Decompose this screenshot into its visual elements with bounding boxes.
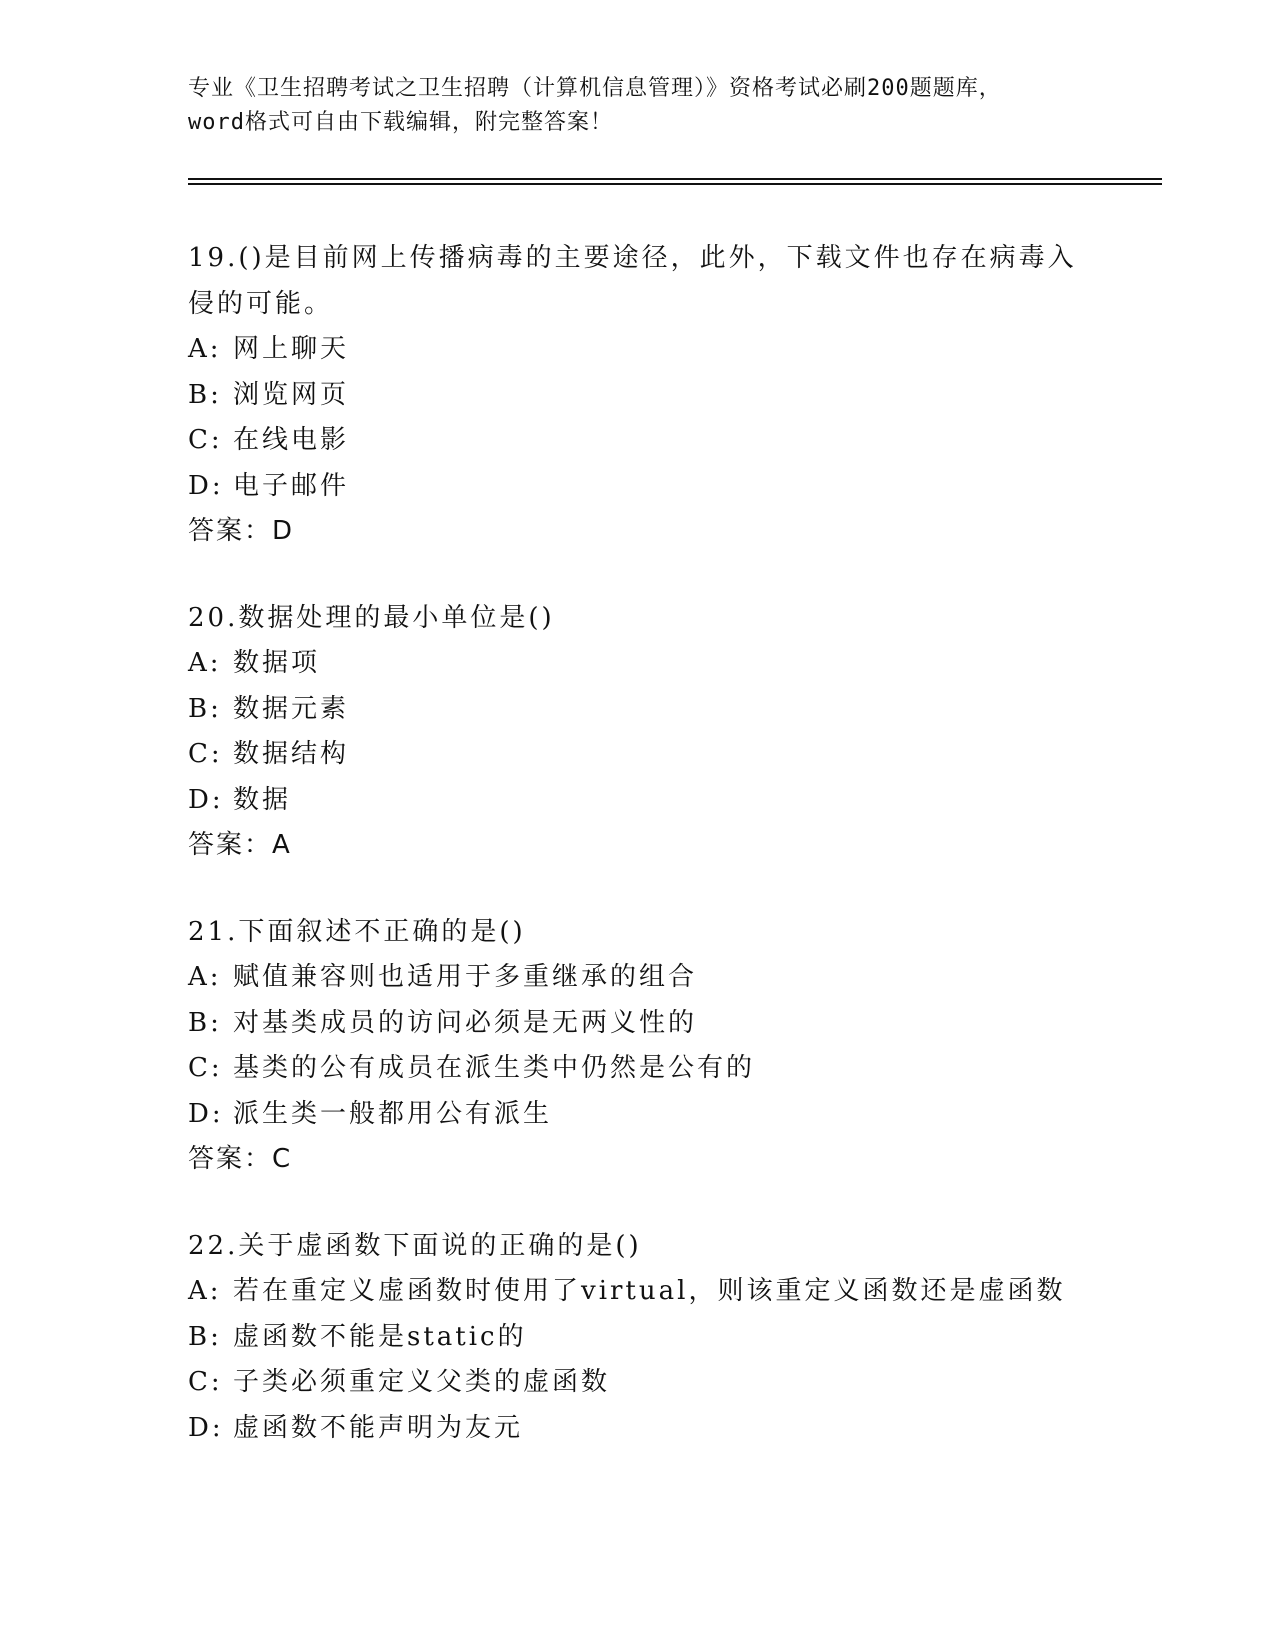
option-a: [188, 641, 1088, 687]
option-c: [188, 732, 1088, 778]
option-d: [188, 778, 1088, 824]
option-text: 数据元素: [233, 693, 350, 724]
option-letter: B:: [188, 693, 222, 724]
option-letter: C:: [188, 1367, 223, 1397]
option-text: 赋值兼容则也适用于多重继承的组合: [233, 962, 698, 992]
option-letter: C:: [188, 739, 223, 769]
option-text: 浏览网页: [233, 379, 350, 410]
option-b: [188, 687, 1088, 733]
question-20: [188, 596, 1088, 869]
option-text: 虚函数不能是static的: [233, 1321, 527, 1352]
answer-line: 答案：D: [188, 516, 295, 546]
option-letter: A:: [188, 334, 222, 364]
option-text: 若在重定义虚函数时使用了virtual，则该重定义函数还是虚函数: [233, 1276, 1066, 1306]
question-text: 21.下面叙述不正确的是(): [188, 916, 526, 947]
option-letter: D:: [188, 1412, 224, 1443]
question-19: [188, 236, 1088, 555]
option-text: 数据: [233, 784, 292, 815]
option-letter: C:: [188, 425, 223, 455]
question-text: 22.关于虚函数下面说的正确的是(): [188, 1230, 642, 1261]
option-text: 子类必须重定义父类的虚函数: [233, 1367, 611, 1397]
question-text: 19.()是目前网上传播病毒的主要途径，此外，下载文件也存在病毒入侵的可能。: [188, 243, 1077, 319]
option-letter: B:: [188, 1007, 222, 1038]
option-text: 网上聊天: [233, 334, 350, 364]
option-c: [188, 1046, 1088, 1092]
option-letter: C:: [188, 1053, 223, 1083]
option-letter: D:: [188, 1098, 224, 1129]
option-text: 在线电影: [233, 425, 350, 455]
option-text: 虚函数不能声明为友元: [233, 1412, 524, 1443]
option-text: 派生类一般都用公有派生: [233, 1098, 553, 1129]
option-text: 数据结构: [233, 739, 350, 769]
header-title-line-1: 专业《卫生招聘考试之卫生招聘（计算机信息管理）》资格考试必刷200题题库，: [188, 76, 1002, 101]
option-a: [188, 1269, 1088, 1315]
option-letter: D:: [188, 784, 224, 815]
option-d: [188, 1092, 1088, 1138]
option-b: [188, 373, 1088, 419]
document-header: [188, 72, 1088, 140]
option-b: [188, 1315, 1088, 1361]
header-divider-bottom: [188, 183, 1162, 185]
option-d: [188, 464, 1088, 510]
option-a: [188, 955, 1088, 1001]
question-list: [188, 236, 1088, 1492]
option-text: 对基类成员的访问必须是无两义性的: [233, 1007, 698, 1038]
option-c: [188, 418, 1088, 464]
option-text: 基类的公有成员在派生类中仍然是公有的: [233, 1053, 756, 1083]
option-text: 电子邮件: [233, 470, 350, 501]
option-d: [188, 1406, 1088, 1452]
option-text: 数据项: [233, 648, 321, 678]
option-b: [188, 1001, 1088, 1047]
option-letter: B:: [188, 1321, 222, 1352]
option-letter: A:: [188, 962, 222, 992]
option-letter: A:: [188, 648, 222, 678]
header-title-line-2: word格式可自由下载编辑，附完整答案！: [188, 110, 613, 135]
option-a: [188, 327, 1088, 373]
option-letter: A:: [188, 1276, 222, 1306]
header-divider-top: [188, 178, 1162, 180]
answer-line: 答案：C: [188, 1144, 293, 1174]
option-letter: D:: [188, 470, 224, 501]
option-c: [188, 1360, 1088, 1406]
question-22: [188, 1224, 1088, 1452]
question-text: 20.数据处理的最小单位是(): [188, 602, 555, 633]
option-letter: B:: [188, 379, 222, 410]
question-21: [188, 910, 1088, 1183]
answer-line: 答案：A: [188, 830, 292, 860]
